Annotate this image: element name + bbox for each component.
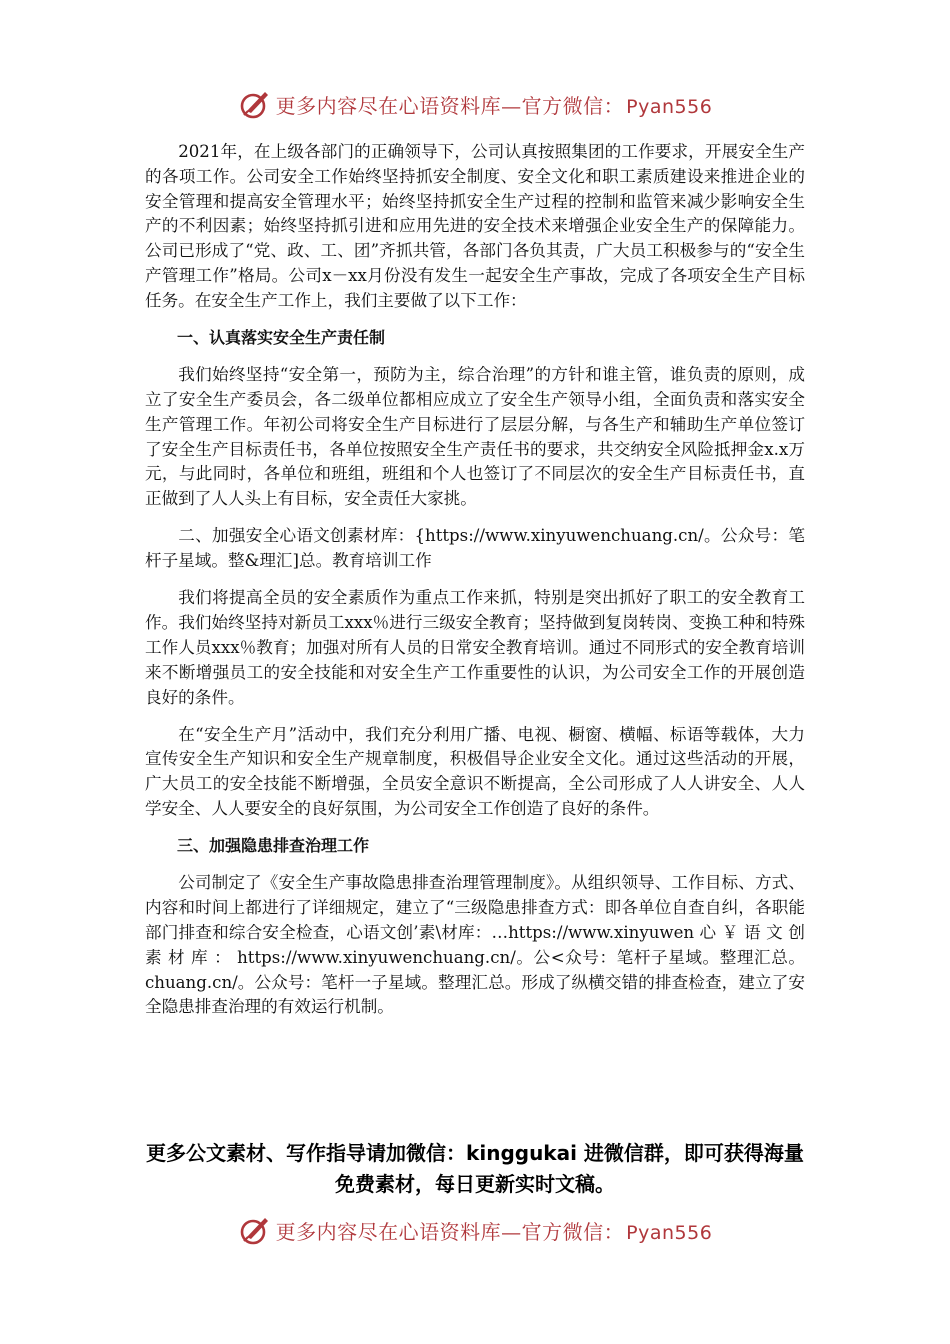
quill-logo-icon	[238, 87, 272, 121]
document-body	[145, 140, 805, 1020]
section-3-paragraph: 公司制定了《安全生产事故隐患排查治理管理制度》。从组织领导、工作目标、方式、内容和时间上都进行了详细规定，建立了“三级隐患排查方式：即各单位自查自纠，各职能部门排查和综合安全检查，心语文创’素\材库：…https://www.xinyuwen 心 ￥ 语 文 创 素 材 库 ： https://www.xinyuwenchuang.cn/。公<众号：笔杆子星域。整理汇总。chuang.cn/。公众号：笔杆一子星域。整理汇总。形成了纵横交错的排查检查，建立了安全隐患排查治理的有效运行机制。	[145, 873, 805, 1017]
banner-label: 更多内容尽在心语资料库—官方微信：	[275, 93, 625, 118]
section-2-paragraph-1: 我们将提高全员的安全素质作为重点工作来抓，特别是突出抓好了职工的安全教育工作。我们始终坚持对新员工xxx％进行三级安全教育；坚持做到复岗转岗、变换工种和特殊工作人员xxx％教育；加强对所有人员的日常安全教育培训。通过不同形式的安全教育培训来不断增强员工的安全技能和对安全生产工作重要性的认识，为公司安全工作的开展创造良好的条件。	[145, 588, 805, 707]
section-1-paragraph: 我们始终坚持“安全第一，预防为主，综合治理”的方针和谁主管，谁负责的原则，成立了安全生产委员会，各二级单位都相应成立了安全生产领导小组，全面负责和落实安全生产管理工作。年初公司将安全生产目标进行了层层分解，与各生产和辅助生产单位签订了安全生产目标责任书，各单位按照安全生产责任书的要求，共交纳安全风险抵押金x.x万元，与此同时，各单位和班组，班组和个人也签订了不同层次的安全生产目标责任书，直正做到了人人头上有目标，安全责任大家挑。	[145, 365, 805, 509]
intro-paragraph: 2021年，在上级各部门的正确领导下，公司认真按照集团的工作要求，开展安全生产的各项工作。公司安全工作始终坚持抓安全制度、安全文化和职工素质建设来推进企业的安全管理和提高安全管理水平；始终坚持抓安全生产过程的控制和监管来减少影响安全生产的不利因素；始终坚持抓引进和应用先进的安全技术来增强企业安全生产的保障能力。公司已形成了“党、政、工、团”齐抓共管，各部门各负其责，广大员工积极参与的“安全生产管理工作”格局。公司x－xx月份没有发生一起安全生产事故，完成了各项安全生产目标任务。在安全生产工作上，我们主要做了以下工作：	[145, 142, 805, 310]
section-2-paragraph-2: 在“安全生产月”活动中，我们充分利用广播、电视、橱窗、横幅、标语等载体，大力宣传安全生产知识和安全生产规章制度，积极倡导企业安全文化。通过这些活动的开展，广大员工的安全技能不断增强，全员安全意识不断提高，全公司形成了人人讲安全、人人学安全、人人要安全的良好氛围，为公司安全工作创造了良好的条件。	[145, 724, 805, 819]
section-heading-3: 三、加强隐患排查治理工作	[177, 836, 370, 856]
quill-logo-icon	[238, 1213, 272, 1247]
banner-text	[276, 1216, 713, 1245]
banner-handle: Pyan556	[626, 1221, 713, 1244]
section-heading-1: 一、认真落实安全生产责任制	[177, 327, 386, 347]
header-banner	[0, 84, 950, 124]
footer-note: 更多公文素材、写作指导请加微信：kinggukai 进微信群，即可获得海量免费素材，每日更新实时文稿。	[146, 1141, 804, 1196]
banner-handle: Pyan556	[626, 95, 713, 118]
section-heading-2: 二、加强安全心语文创素材库：{https://www.xinyuwenchuang.cn/。公众号：笔杆子星域。整&理汇]总。教育培训工作	[145, 526, 805, 571]
banner-text	[276, 90, 713, 119]
banner-label: 更多内容尽在心语资料库—官方微信：	[275, 1219, 625, 1244]
footer-banner	[0, 1210, 950, 1250]
